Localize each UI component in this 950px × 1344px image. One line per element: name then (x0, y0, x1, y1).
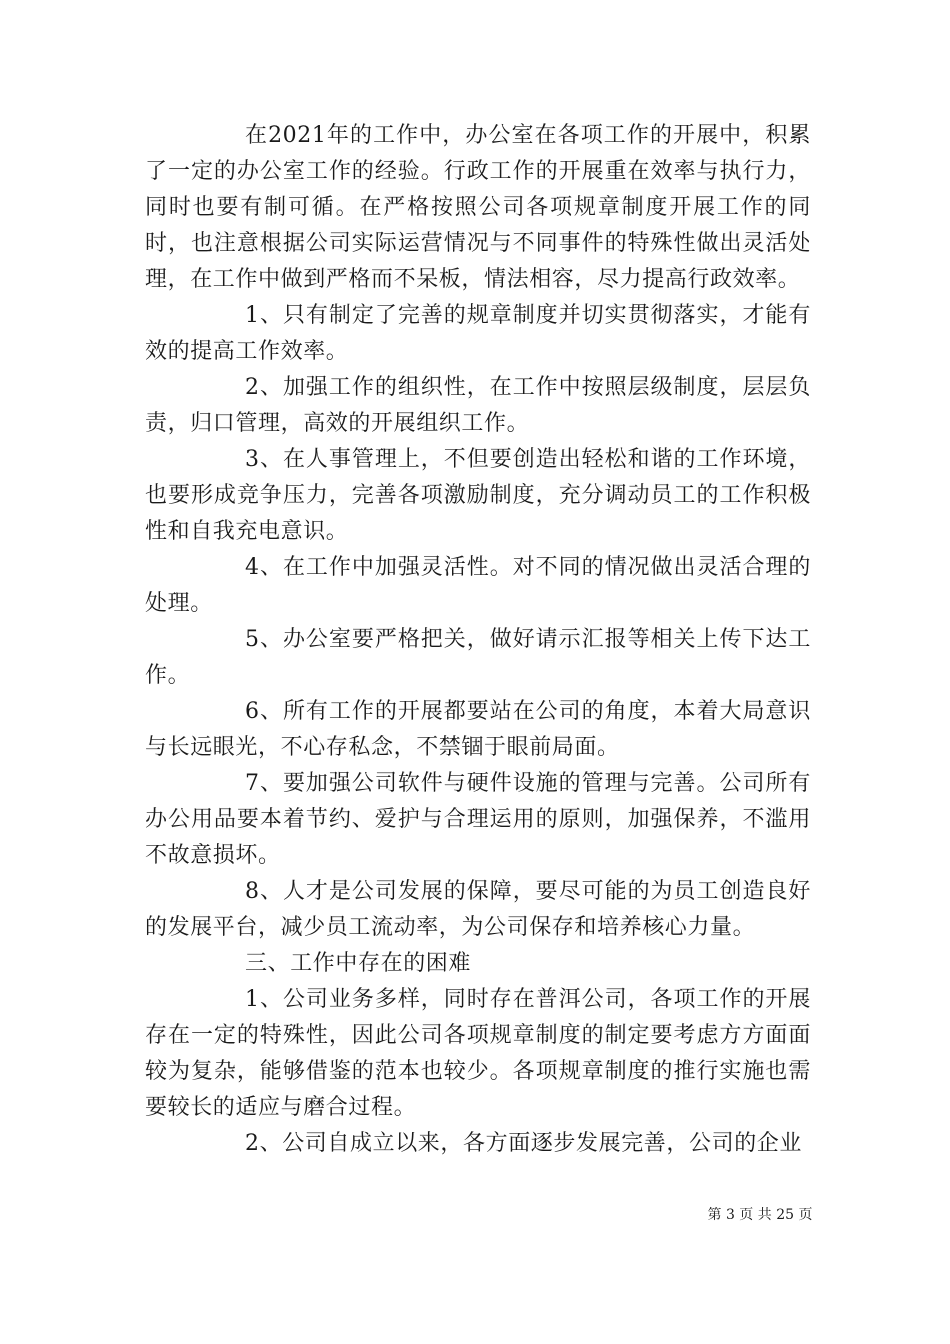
paragraph-item-7: 7、要加强公司软件与硬件设施的管理与完善。公司所有办公用品要本着节约、爱护与合理运用的原则，加强保养，不滥用不故意损坏。 (145, 771, 811, 868)
paragraph-item-4: 4、在工作中加强灵活性。对不同的情况做出灵活合理的处理。 (145, 555, 811, 616)
paragraph-item-5: 5、办公室要严格把关，做好请示汇报等相关上传下达工作。 (145, 627, 811, 688)
paragraph-item-1: 1、只有制定了完善的规章制度并切实贯彻落实，才能有效的提高工作效率。 (145, 303, 811, 364)
document-body (145, 118, 811, 1162)
page-footer (0, 1204, 950, 1224)
paragraph-difficulty-1: 1、公司业务多样，同时存在普洱公司，各项工作的开展存在一定的特殊性，因此公司各项规章制度的制定要考虑方方面面较为复杂，能够借鉴的范本也较少。各项规章制度的推行实施也需要较长的适应与磨合过程。 (145, 987, 811, 1120)
paragraph-item-3: 3、在人事管理上，不但要创造出轻松和谐的工作环境，也要形成竞争压力，完善各项激励制度，充分调动员工的工作积极性和自我充电意识。 (145, 447, 811, 544)
paragraph-item-6: 6、所有工作的开展都要站在公司的角度，本着大局意识与长远眼光，不心存私念，不禁锢于眼前局面。 (145, 699, 811, 760)
paragraph-difficulty-2: 2、公司自成立以来，各方面逐步发展完善，公司的企业 (245, 1131, 802, 1156)
page-number-label: 第 3 页 共 25 页 (707, 1207, 813, 1223)
section-heading-difficulties: 三、工作中存在的困难 (245, 951, 472, 976)
paragraph-summary: 在2021年的工作中，办公室在各项工作的开展中，积累了一定的办公室工作的经验。行政工作的开展重在效率与执行力，同时也要有制可循。在严格按照公司各项规章制度开展工作的同时，也注意根据公司实际运营情况与不同事件的特殊性做出灵活处理，在工作中做到严格而不呆板，情法相容，尽力提高行政效率。 (145, 123, 811, 292)
paragraph-item-8: 8、人才是公司发展的保障，要尽可能的为员工创造良好的发展平台，减少员工流动率，为公司保存和培养核心力量。 (145, 879, 811, 940)
paragraph-item-2: 2、加强工作的组织性，在工作中按照层级制度，层层负责，归口管理，高效的开展组织工作。 (145, 375, 811, 436)
